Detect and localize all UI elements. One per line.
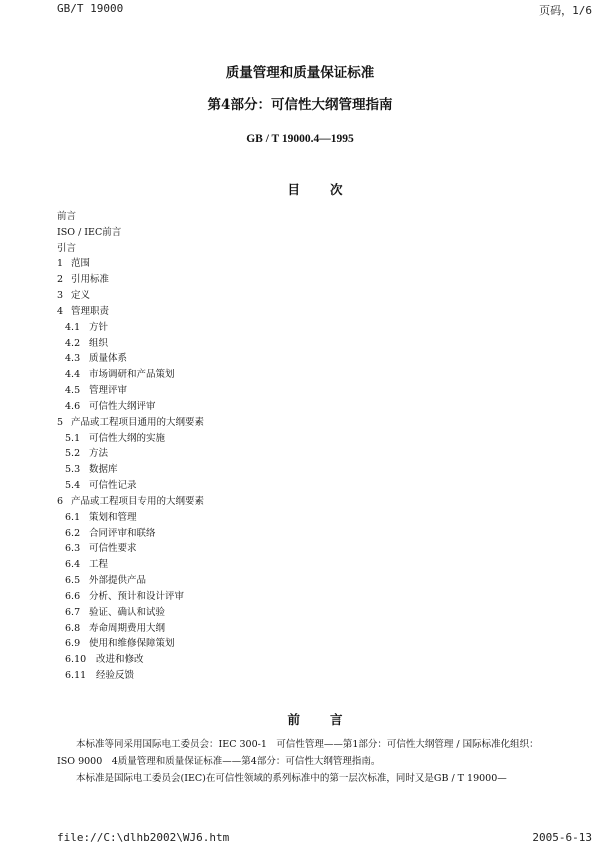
toc-item-number: 6.11 bbox=[65, 670, 87, 682]
toc-item-number: 6.4 bbox=[65, 559, 81, 571]
toc-item-number: 3 bbox=[57, 290, 64, 302]
toc-item-number: 4.3 bbox=[65, 353, 81, 365]
toc-item-label: 方法 bbox=[89, 448, 109, 460]
toc-item bbox=[57, 241, 76, 256]
toc-item-number: 6.1 bbox=[65, 511, 81, 523]
header-page-number: 页码，1/6 bbox=[539, 4, 592, 17]
toc-item-number: 5 bbox=[57, 416, 64, 428]
toc-item-label: 改进和修改 bbox=[96, 654, 144, 666]
preface-heading: 前言 bbox=[287, 712, 373, 727]
toc-item-number: 5.3 bbox=[65, 464, 81, 476]
toc-item-number: 4.6 bbox=[65, 400, 81, 412]
toc-item bbox=[57, 225, 121, 240]
toc-item-label: 策划和管理 bbox=[89, 511, 137, 523]
toc-heading: 目次 bbox=[287, 182, 373, 197]
document-subtitle: 第4部分：可信性大纲管理指南 bbox=[207, 97, 393, 113]
toc-item bbox=[65, 589, 184, 604]
toc-item-number: 6.5 bbox=[65, 575, 81, 587]
toc-item-number: 5.4 bbox=[65, 480, 81, 492]
toc-item-number: 4.5 bbox=[65, 385, 81, 397]
toc-item-number: 1 bbox=[57, 258, 64, 270]
toc-item bbox=[65, 431, 165, 446]
toc-item bbox=[65, 636, 175, 651]
toc-item bbox=[57, 304, 109, 319]
toc-item-label: 市场调研和产品策划 bbox=[89, 369, 175, 381]
toc-item-number: 4.4 bbox=[65, 369, 81, 381]
toc-item bbox=[65, 478, 137, 493]
toc-item-label: 分析、预计和设计评审 bbox=[89, 590, 185, 602]
toc-item bbox=[57, 209, 76, 224]
document-title: 质量管理和质量保证标准 bbox=[225, 65, 375, 81]
toc-item-label: 引用标准 bbox=[71, 274, 110, 286]
toc-item bbox=[65, 557, 108, 572]
toc-item-label: ISO / IEC前言 bbox=[57, 226, 122, 238]
toc-item-label: 验证、确认和试验 bbox=[89, 606, 166, 618]
toc-item-label: 引言 bbox=[57, 242, 77, 254]
toc-item-label: 管理评审 bbox=[89, 385, 128, 397]
toc-item-label: 工程 bbox=[89, 559, 109, 571]
toc-item bbox=[65, 462, 118, 477]
toc-item bbox=[65, 510, 137, 525]
toc-item-label: 产品或工程项目通用的大纲要素 bbox=[71, 416, 205, 428]
toc-item-label: 产品或工程项目专用的大纲要素 bbox=[71, 495, 205, 507]
toc-item bbox=[65, 446, 108, 461]
toc-item bbox=[65, 399, 156, 414]
toc-item bbox=[65, 351, 127, 366]
toc-item-number: 6.9 bbox=[65, 638, 81, 650]
toc-item bbox=[65, 336, 108, 351]
toc-item-number: 6 bbox=[57, 495, 64, 507]
toc-item-label: 可信性大纲的实施 bbox=[89, 432, 166, 444]
toc-item-number: 6.2 bbox=[65, 527, 81, 539]
footer-file-path: file://C:\dlhb2002\WJ6.htm bbox=[57, 831, 230, 844]
footer-date: 2005-6-13 bbox=[532, 831, 592, 844]
toc-item bbox=[57, 256, 90, 271]
toc-item bbox=[65, 367, 175, 382]
toc-item-label: 范围 bbox=[71, 258, 91, 270]
toc-item-label: 使用和维修保障策划 bbox=[89, 638, 175, 650]
preface-paragraph-2: 本标准是国际电工委员会(IEC)在可信性领域的系列标准中的第一层次标准，同时又是GB / T 19000— bbox=[76, 773, 507, 784]
toc-item-label: 质量体系 bbox=[89, 353, 128, 365]
toc-item bbox=[65, 605, 165, 620]
toc-item-number: 2 bbox=[57, 274, 64, 286]
toc-item-label: 管理职责 bbox=[71, 305, 110, 317]
toc-item-number: 4 bbox=[57, 305, 64, 317]
toc-item bbox=[65, 320, 108, 335]
standard-number: GB / T 19000.4—1995 bbox=[246, 133, 354, 145]
toc-item-label: 定义 bbox=[71, 290, 91, 302]
toc-item-label: 寿命周期费用大纲 bbox=[89, 622, 166, 634]
toc-item bbox=[65, 573, 146, 588]
toc-item bbox=[65, 541, 137, 556]
toc-item-number: 5.1 bbox=[65, 432, 81, 444]
toc-item bbox=[65, 383, 127, 398]
toc-item bbox=[65, 526, 156, 541]
toc-item-number: 5.2 bbox=[65, 448, 81, 460]
preface-paragraph-1: 本标准等同采用国际电工委员会：IEC 300-1 可信性管理——第1部分：可信性大纲管理 / 国际标准化组织：ISO 9000 4质量管理和质量保证标准——第4部分：可信性大纲管理指南。 bbox=[57, 739, 539, 767]
toc-item-number: 4.2 bbox=[65, 337, 81, 349]
toc-item-label: 前言 bbox=[57, 211, 77, 222]
toc-item-number: 6.10 bbox=[65, 654, 87, 666]
toc-item-number: 6.8 bbox=[65, 622, 81, 634]
toc-item bbox=[65, 668, 134, 683]
toc-item-number: 6.6 bbox=[65, 590, 81, 602]
toc-item-label: 可信性记录 bbox=[89, 480, 137, 492]
toc-item bbox=[57, 494, 204, 509]
toc-item-number: 4.1 bbox=[65, 321, 81, 333]
toc-item-label: 方针 bbox=[89, 321, 109, 333]
toc-item bbox=[65, 652, 144, 667]
toc-item-label: 外部提供产品 bbox=[89, 575, 147, 587]
toc-item-label: 可信性要求 bbox=[89, 543, 137, 555]
header-doc-code: GB/T 19000 bbox=[57, 2, 124, 15]
toc-item bbox=[57, 288, 90, 303]
toc-item bbox=[57, 415, 204, 430]
toc-item-number: 6.3 bbox=[65, 543, 81, 555]
toc-item bbox=[65, 621, 165, 636]
toc-item bbox=[57, 272, 109, 287]
toc-item-label: 数据库 bbox=[89, 464, 118, 476]
toc-item-label: 组织 bbox=[89, 337, 109, 349]
toc-item-label: 经验反馈 bbox=[96, 670, 135, 682]
toc-item-number: 6.7 bbox=[65, 606, 81, 618]
toc-item-label: 可信性大纲评审 bbox=[89, 400, 156, 412]
toc-item-label: 合同评审和联络 bbox=[89, 527, 156, 539]
